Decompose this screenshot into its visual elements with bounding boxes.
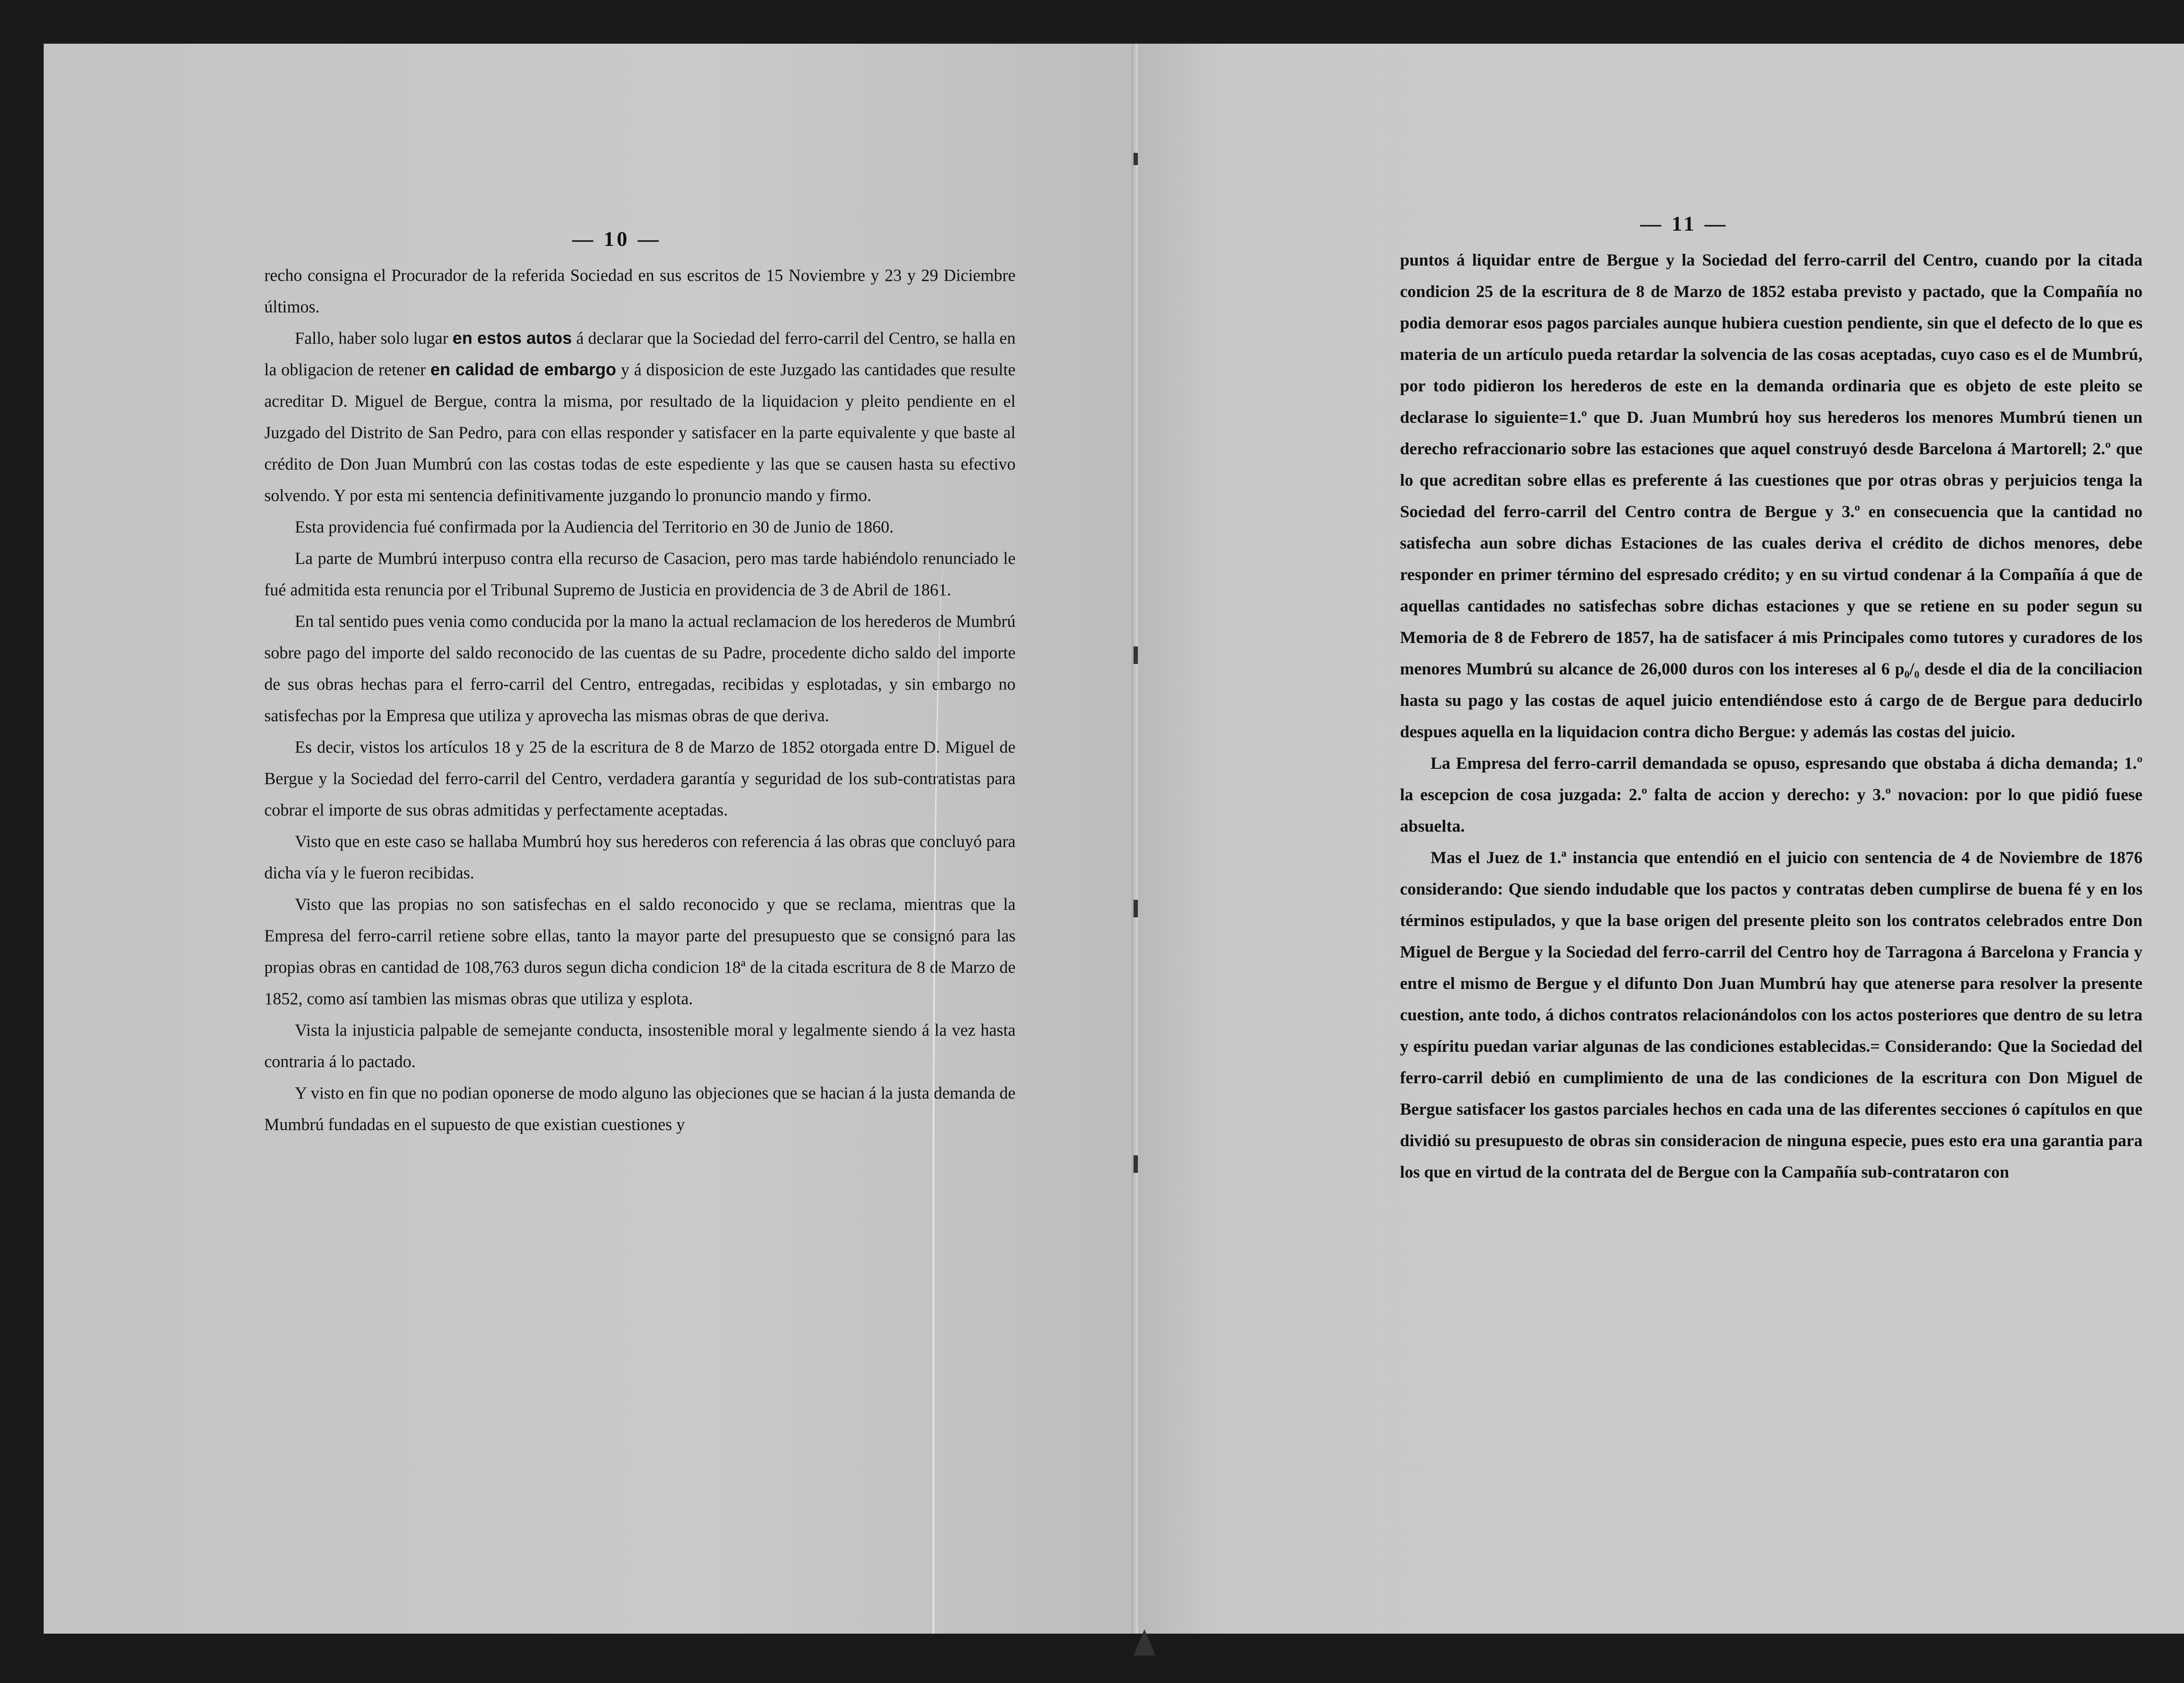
text-run: La Empresa del ferro-carril demandada se opuso, espresando que obstaba á dicha demanda; 1.º la escepcion de cosa juzgada: 2.º falta de accion y derecho: y 3.º novacion: por lo que pidió fuese absuelta. [1400,754,2143,836]
bold-phrase: en estos autos [453,329,572,348]
paragraph [264,543,1016,606]
paragraph [264,732,1016,826]
text-run: Visto que en este caso se hallaba Mumbrú hoy sus herederos con referencia á las obras que concluyó para dicha vía y le fueron recibidas. [264,832,1016,882]
page-number: — 10 — [572,228,661,251]
text-run: Fallo, haber solo lugar [295,329,453,348]
binding-mark [1133,1155,1138,1173]
paragraph [264,889,1016,1015]
text-run: En tal sentido pues venia como conducida por la mano la actual reclamacion de los herederos de Mumbrú sobre pago del importe del saldo reconocido de las cuentas de su Padre, procedente dicho saldo del importe de sus obras hechas para el ferro-carril del Centro, entregadas, recibidas y esplotadas, y sin embargo no satisfechas por la Empresa que utiliza y aprovecha las mismas obras de que deriva. [264,612,1016,725]
paragraph [1400,245,2143,748]
text-run: Mas el Juez de 1.ª instancia que entendió en el juicio con sentencia de 4 de Noviembre de 1876 considerando: Que siendo indudable que los pactos y contratas deben cumplirse de buena fé y en los términos estipulados, y que la base origen del presente pleito son los contratos celebrados entre Don Miguel de Bergue y la Sociedad del ferro-carril del Centro hoy de Tarragona á Barcelona y Francia y entre el mismo de Bergue y el difunto Don Juan Mumbrú hay que atenerse para resolver la presente cuestion, ante todo, á dichos contratos relacionándolos con los actos posteriores que dentro de su letra y espíritu puedan variar algunas de las condiciones establecidas.= Considerando: Que la Sociedad del ferro-carril debió en cumplimiento de una de las condiciones de la escritura con Don Miguel de Bergue satisfacer los gastos parciales hechos en cada una de las diferentes secciones ó capítulos en que dividió su presupuesto de obras sin consideracion de ninguna especie, pues esto era una garantia para los que en virtud de la contrata del de Bergue con la Campañía sub-contrataron con [1400,848,2143,1182]
text-run: puntos á liquidar entre de Bergue y la Sociedad del ferro-carril del Centro, cuando por la citada condicion 25 de la escritura de 8 de Marzo de 1852 estaba previsto y pactado, que la Compañía no podia demorar esos pagos parciales aunque hubiera cuestion pendiente, sin que el defecto de lo que es materia de un artículo pueda retardar la solvencia de las cosas aceptadas, cuyo caso es el de Mumbrú, por todo pidieron los herederos de este en la demanda ordinaria que es objeto de este pleito se declarase lo siguiente=1.º que D. Juan Mumbrú hoy sus herederos los menores Mumbrú tienen un derecho refraccionario sobre las estaciones que aquel construyó desde Barcelona á Martorell; 2.º que lo que acreditan sobre ellas es preferente á las cuestiones que por otras obras y perjuicios tenga la Sociedad del ferro-carril del Centro contra de Bergue y 3.º en consecuencia que la cantidad no satisfecha aun sobre dichas Estaciones de las cuales deriva el crédito de dichos menores, debe responder en primer término del espresado crédito; y en su virtud condenar á la Compañía á que de aquellas cantidades no satisfechas sobre dichas estaciones y que se retiene en su poder segun su Memoria de 8 de Febrero de 1857, ha de satisfacer á mis Principales como tutores y curadores de los menores Mumbrú su alcance de 26,000 duros con los intereses al 6 p₀/₀ desde el dia de la conciliacion hasta su pago y las costas de aquel juicio entendiéndose esto á cargo de de Bergue para deducirlo despues aquella en la liquidacion contra dicho Bergue: y además las costas del juicio. [1400,251,2143,741]
text-run: La parte de Mumbrú interpuso contra ella recurso de Casacion, pero mas tarde habiéndolo renunciado le fué admitida esta renuncia por el Tribunal Supremo de Justicia en providencia de 3 de Abril de 1861. [264,549,1016,599]
binding-mark [1133,646,1138,664]
text-run: Vista la injusticia palpable de semejante conducta, insostenible moral y legalmente siendo á la vez hasta contraria á lo pactado. [264,1021,1016,1071]
paragraph [264,1015,1016,1078]
paragraph [264,323,1016,511]
text-run: Esta providencia fué confirmada por la Audiencia del Territorio en 30 de Junio de 1860. [295,518,894,536]
binding-mark [1133,900,1138,917]
paragraph [264,606,1016,732]
page-text [264,260,1016,1140]
left-page [44,44,1138,1634]
paragraph [264,260,1016,323]
page-number: — 11 — [1640,212,1728,235]
binding-mark [1133,153,1138,165]
book-spread [44,44,2184,1634]
paragraph [264,826,1016,889]
text-run: Visto que las propias no son satisfechas en el saldo reconocido y que se reclama, mientras que la Empresa del ferro-carril retiene sobre ellas, tanto la mayor parte del presupuesto que se consignó para las propias obras en cantidad de 108,763 duros segun dicha condicion 18ª de la citada escritura de 8 de Marzo de 1852, como así tambien las mismas obras que utiliza y esplota. [264,895,1016,1008]
paragraph [264,1078,1016,1140]
text-run: Y visto en fin que no podian oponerse de modo alguno las objeciones que se hacian á la justa demanda de Mumbrú fundadas en el supuesto de que existian cuestiones y [264,1084,1016,1134]
bold-phrase: en calidad de embargo [430,360,616,379]
right-page [1138,44,2184,1634]
text-run: á declarar que la Sociedad del ferro-carril del Centro, se halla en la obligacion de retener [264,329,1016,379]
page-text [1400,245,2143,1188]
text-run: Es decir, vistos los artículos 18 y 25 de la escritura de 8 de Marzo de 1852 otorgada entre D. Miguel de Bergue y la Sociedad del ferro-carril del Centro, verdadera garantía y seguridad de los sub-contratistas para cobrar el importe de sus obras admitidas y perfectamente aceptadas. [264,738,1016,819]
text-run: y á disposicion de este Juzgado las cantidades que resulte acreditar D. Miguel de Bergue, contra la misma, por resultado de la liquidacion y pleito pendiente en el Juzgado del Distrito de San Pedro, para con ellas responder y satisfacer en la parte equivalente y que baste al crédito de Don Juan Mumbrú con las costas todas de este espediente y las que se causen hasta su efectivo solvendo. Y por esta mi sentencia definitivamente juzgando lo pronuncio mando y firmo. [264,360,1016,505]
text-run: recho consigna el Procurador de la referida Sociedad en sus escritos de 15 Noviembre y 23 y 29 Diciembre últimos. [264,266,1016,316]
paragraph [264,511,1016,543]
paragraph [1400,842,2143,1188]
paragraph [1400,748,2143,842]
